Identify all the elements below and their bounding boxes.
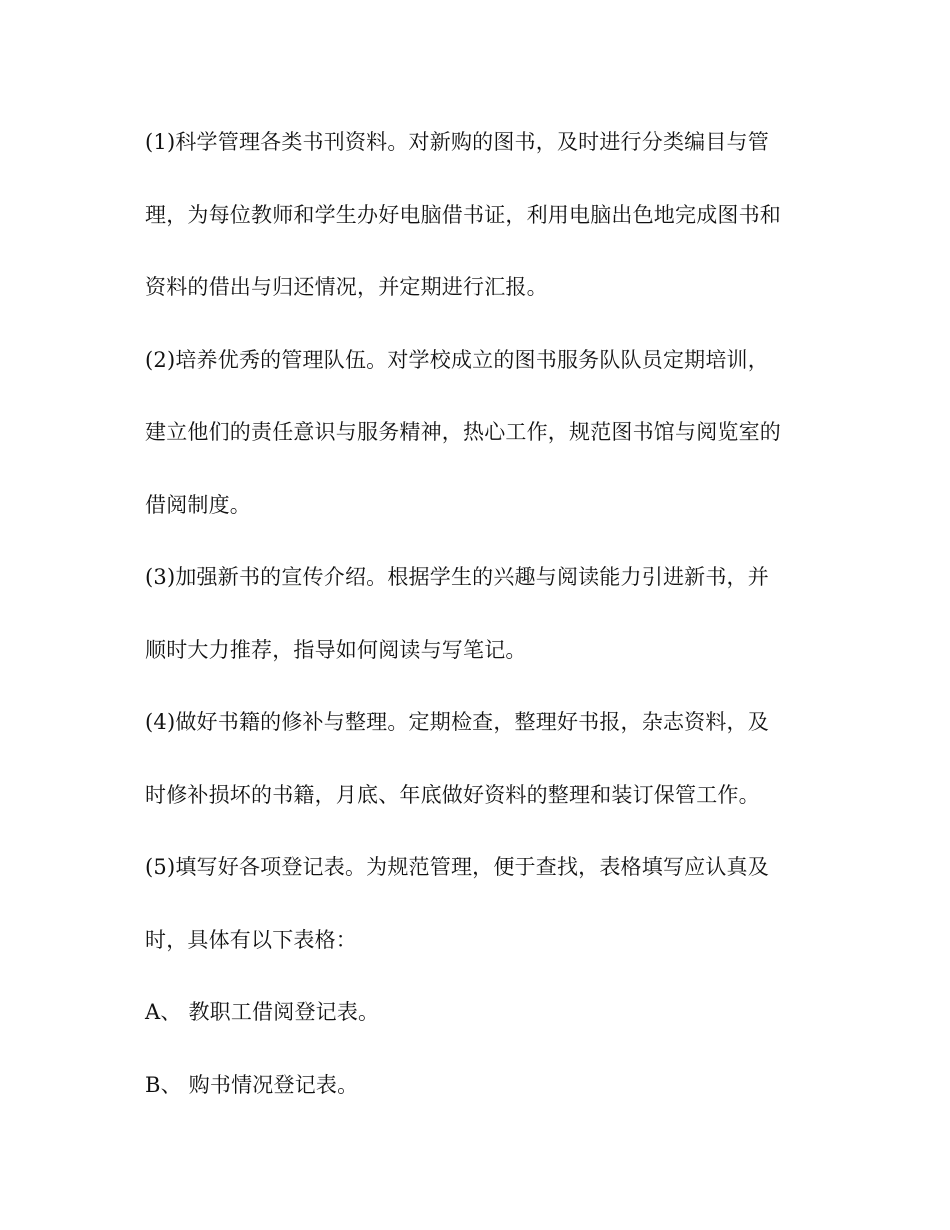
paragraph-3-line-2: 顺时大力推荐，指导如何阅读与写笔记。	[145, 637, 527, 662]
list-item-a: A、 教职工借阅登记表。	[145, 1000, 380, 1024]
paragraph-2-line-3: 借阅制度。	[145, 492, 251, 517]
paragraph-1-line-1: (1)科学管理各类书刊资料。对新购的图书，及时进行分类编目与管	[145, 130, 769, 154]
paragraph-4-line-1: (4)做好书籍的修补与整理。定期检查，整理好书报，杂志资料，及	[145, 710, 769, 734]
paragraph-2-line-2: 建立他们的责任意识与服务精神，热心工作，规范图书馆与阅览室的	[145, 420, 781, 444]
paragraph-3-line-1: (3)加强新书的宣传介绍。根据学生的兴趣与阅读能力引进新书，并	[145, 565, 769, 589]
paragraph-1-line-2: 理，为每位教师和学生办好电脑借书证，利用电脑出色地完成图书和	[145, 202, 781, 227]
paragraph-4-line-2: 时修补损坏的书籍，月底、年底做好资料的整理和装订保管工作。	[145, 782, 760, 807]
paragraph-5-line-1: (5)填写好各项登记表。为规范管理，便于查找，表格填写应认真及	[145, 855, 769, 879]
paragraph-5-line-2: 时，具体有以下表格：	[145, 927, 357, 952]
paragraph-2-line-1: (2)培养优秀的管理队伍。对学校成立的图书服务队队员定期培训，	[145, 347, 769, 372]
paragraph-1-line-3: 资料的借出与归还情况，并定期进行汇报。	[145, 275, 548, 299]
list-item-b: B、 购书情况登记表。	[145, 1072, 359, 1097]
document-body	[145, 124, 825, 1139]
